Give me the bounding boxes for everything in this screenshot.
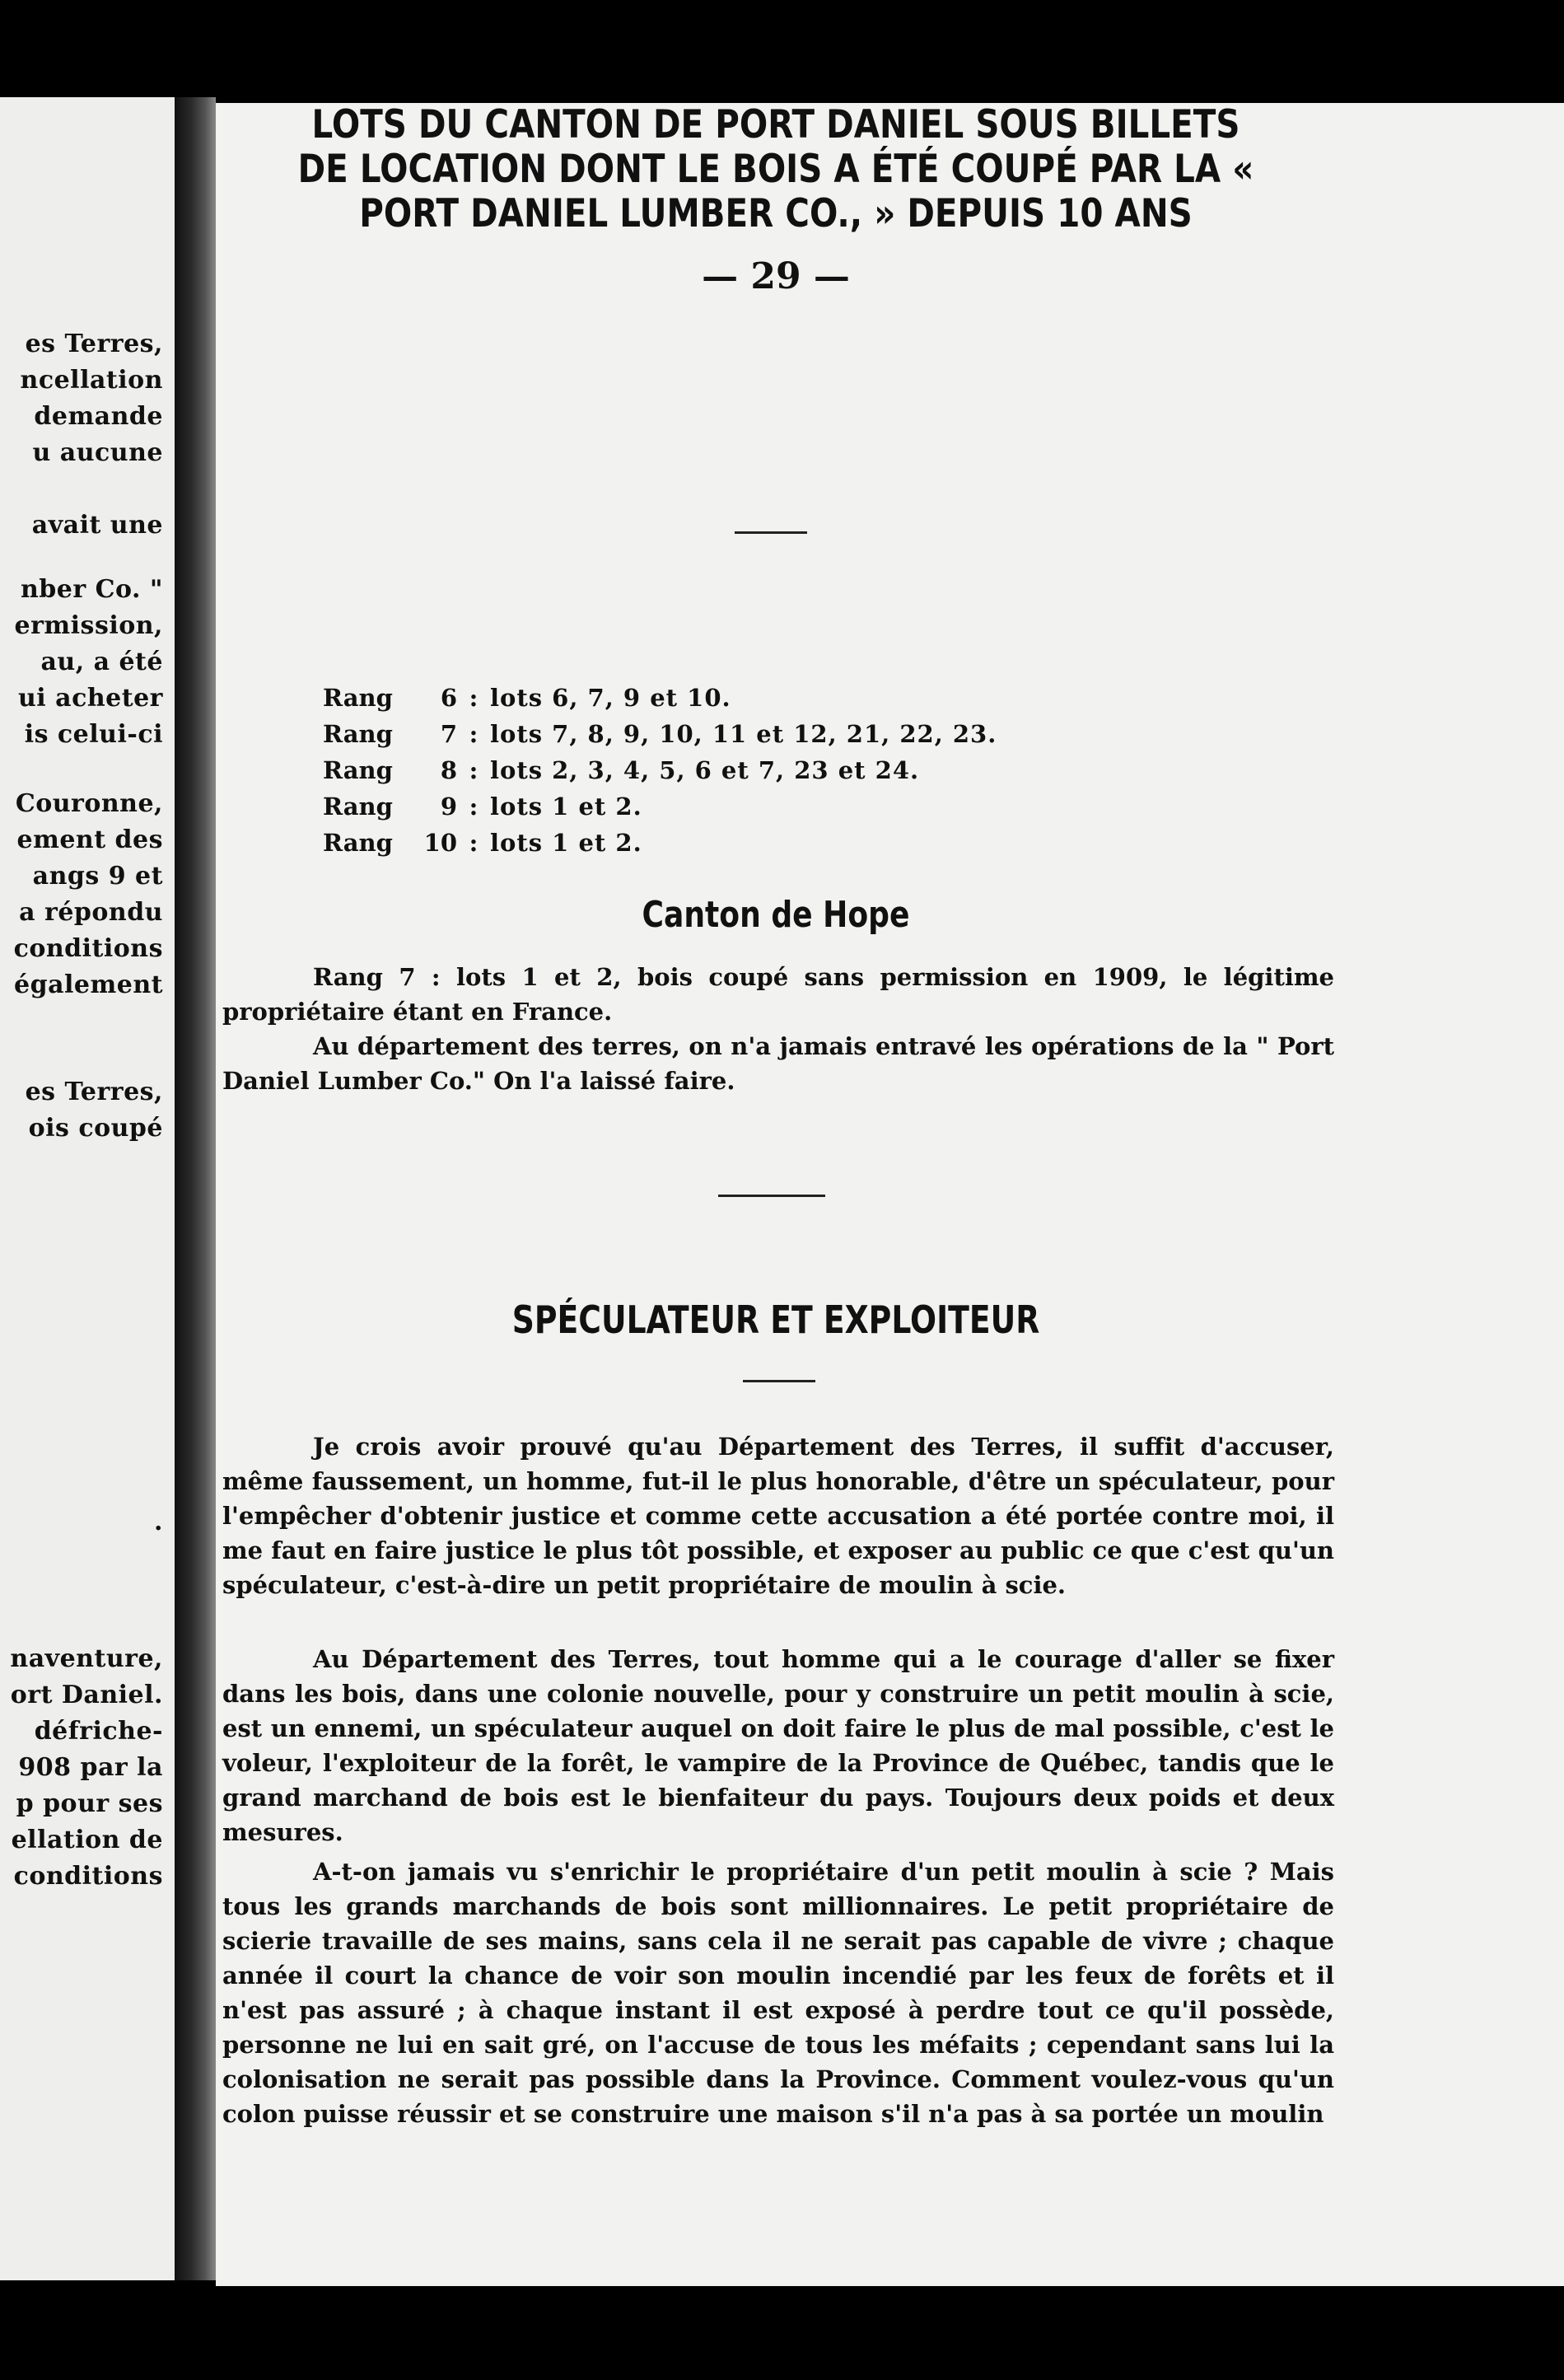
left-page-line: Couronne, xyxy=(15,789,163,818)
left-page-line: ellation de xyxy=(11,1826,163,1854)
book-spine-gutter xyxy=(175,97,216,2280)
rang-row xyxy=(323,752,997,788)
rang-number: 10 xyxy=(423,829,457,857)
rang-label: Rang xyxy=(323,756,393,784)
heading-canton-de-hope: Canton de Hope xyxy=(642,894,910,936)
rang-label: Rang xyxy=(323,684,393,712)
divider-rule xyxy=(718,1195,825,1197)
rang-row xyxy=(323,716,997,752)
left-page-line: ncellation xyxy=(20,366,163,395)
left-page-line: angs 9 et xyxy=(32,862,163,891)
rang-lots: lots 1 et 2. xyxy=(490,829,642,857)
rang-colon: : xyxy=(469,793,479,821)
left-page-fragment xyxy=(0,97,175,2280)
rang-colon: : xyxy=(469,829,479,857)
rang-label: Rang xyxy=(323,793,393,821)
left-page-line: ort Daniel. xyxy=(10,1681,163,1709)
rang-lots: lots 1 et 2. xyxy=(490,793,642,821)
left-page-line: ermission, xyxy=(14,611,163,640)
rang-row xyxy=(323,788,997,825)
left-page-line: également xyxy=(14,970,163,999)
rang-number: 8 xyxy=(440,756,457,784)
left-page-line: es Terres, xyxy=(25,330,163,358)
rang-colon: : xyxy=(469,756,479,784)
rang-lots: lots 6, 7, 9 et 10. xyxy=(490,684,731,712)
divider-rule xyxy=(735,531,807,534)
section-title-lots: LOTS DU CANTON DE PORT DANIEL SOUS BILLETS DE LOCATION DONT LE BOIS A ÉTÉ COUPÉ PAR LA « PORT DANIEL LUMBER CO., » DEPUIS 10 ANS xyxy=(297,102,1254,236)
rang-colon: : xyxy=(469,684,479,712)
divider-rule xyxy=(743,1380,815,1382)
left-page-line: a répondu xyxy=(19,898,163,927)
rang-number: 7 xyxy=(440,720,457,748)
heading-speculateur-et-exploiteur: SPÉCULATEUR ET EXPLOITEUR xyxy=(511,1298,1040,1342)
left-page-line: is celui-ci xyxy=(24,720,163,749)
left-page-line: demande xyxy=(34,402,163,431)
left-page-line: conditions xyxy=(13,934,163,963)
left-page-line: avait une xyxy=(31,511,163,540)
spec-paragraph-3: A-t-on jamais vu s'enrichir le propriétaire d'un petit moulin à scie ? Mais tous les grands marchands de bois sont millionnaires. Le petit propriétaire de scierie travaille de ses mains, sans cela il ne serait pas capable de vivre ; chaque année il court la chance de voir son moulin incendié par les feux de forêts et il n'est pas assuré ; à chaque instant il est exposé à perdre tout ce qu'il possède, personne ne lui en sait gré, on l'accuse de tous les méfaits ; cependant sans lui la colonisation ne serait pas possible dans la Province. Comment voulez-vous qu'un colon puisse réussir et se construire une maison s'il n'a pas à sa portée un moulin xyxy=(222,1858,1334,2128)
left-page-line: u aucune xyxy=(32,438,163,467)
left-page-line: . xyxy=(154,1508,163,1536)
rang-number: 6 xyxy=(440,684,457,712)
rang-row xyxy=(323,825,997,861)
rang-colon: : xyxy=(469,720,479,748)
rang-number: 9 xyxy=(440,793,457,821)
left-page-line: es Terres, xyxy=(25,1078,163,1106)
left-page-line: naventure, xyxy=(10,1644,163,1673)
left-page-line: ui acheter xyxy=(17,684,163,713)
left-page-line: 908 par la xyxy=(18,1753,163,1782)
rang-list xyxy=(323,680,997,861)
left-page-line: p pour ses xyxy=(16,1789,163,1818)
rang-row xyxy=(323,680,997,716)
rang-label: Rang xyxy=(323,829,393,857)
left-page-line: ement des xyxy=(16,825,163,854)
left-page-line: ois coupé xyxy=(28,1114,163,1143)
rang-lots: lots 7, 8, 9, 10, 11 et 12, 21, 22, 23. xyxy=(490,720,997,748)
right-page xyxy=(216,103,1564,2286)
left-page-line: au, a été xyxy=(40,648,163,676)
spec-paragraph-2: Au Département des Terres, tout homme qui a le courage d'aller se fixer dans les bois, dans une colonie nouvelle, pour y construire un petit moulin à scie, est un ennemi, un spéculateur auquel on doit faire le plus de mal possible, c'est le voleur, l'exploiteur de la forêt, le vampire de la Province de Québec, tandis que le grand marchand de bois est le bienfaiteur du pays. Toujours deux poids et deux mesures. xyxy=(222,1645,1334,1846)
page-content xyxy=(216,103,1564,2286)
hope-paragraph-2: Au département des terres, on n'a jamais entravé les opérations de la " Port Daniel Lumber Co." On l'a laissé faire. xyxy=(222,1032,1334,1095)
spec-paragraph-1: Je crois avoir prouvé qu'au Département des Terres, il suffit d'accuser, même faussement, un homme, fut-il le plus honorable, d'être un spéculateur, pour l'empêcher d'obtenir justice et comme cette accusation a été portée contre moi, il me faut en faire justice le plus tôt possible, et exposer au public ce que c'est qu'un spéculateur, c'est-à-dire un petit propriétaire de moulin à scie. xyxy=(222,1433,1334,1599)
left-page-line: nber Co. " xyxy=(20,575,163,604)
left-page-line: conditions xyxy=(13,1862,163,1891)
rang-lots: lots 2, 3, 4, 5, 6 et 7, 23 et 24. xyxy=(490,756,920,784)
page-number: — 29 — xyxy=(702,255,850,297)
rang-label: Rang xyxy=(323,720,393,748)
hope-paragraph-1: Rang 7 : lots 1 et 2, bois coupé sans permission en 1909, le légitime propriétaire étant en France. xyxy=(222,963,1334,1026)
left-page-line: défriche- xyxy=(34,1717,163,1746)
